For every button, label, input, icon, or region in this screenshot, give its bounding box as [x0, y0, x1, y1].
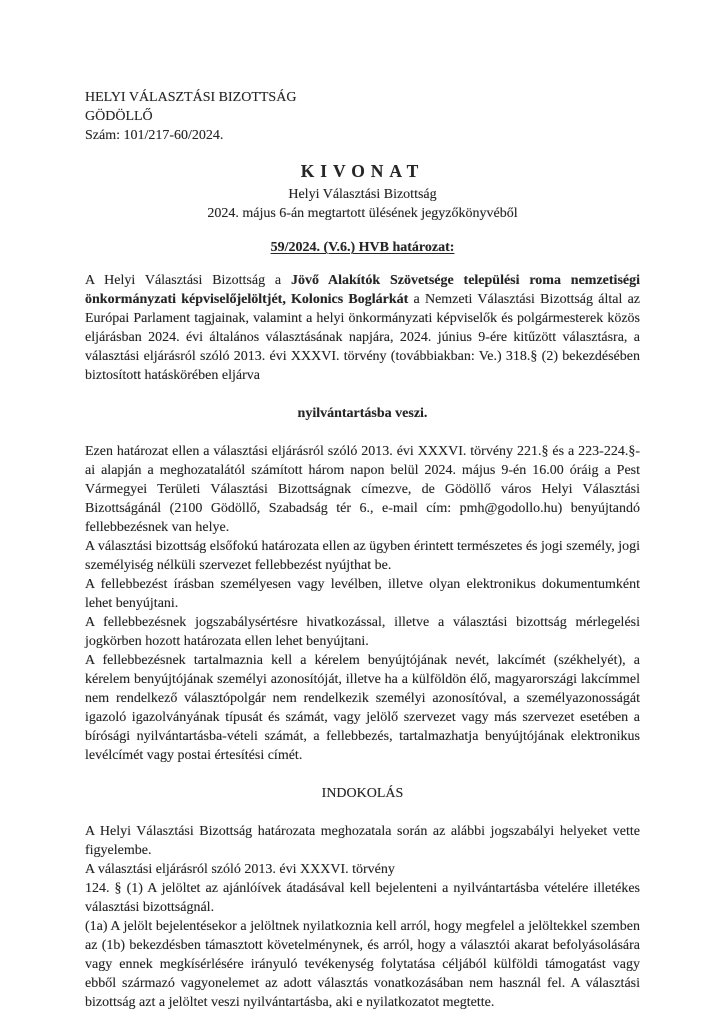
paragraph-appeal-content: A fellebbezésnek tartalmaznia kell a kérelem benyújtójának nevét, lakcímét (székhelyét), a kérelem benyújtójának személyi azonosítóját, illetve ha a külföldön élő, magyarországi lakcímmel nem rendelkező választópolgár nem rendelkezik személyi azonosítóval, a személyazonosságát igazoló igazolványának típusát és számát, vagy jelölő szervezet vagy más szervezet esetében a bírósági nyilvántartásba-vételi számát, a fellebbezés, tartalmazhatja benyújtójának elektronikus levélcímét vagy postai értesítési címét.: [85, 653, 640, 763]
candidate-organization-and-name: Jövő Alakítók Szövetsége települési roma nemzetiségi önkormányzati képviselőjelöltjét, Kolonics Boglárkát: [85, 273, 640, 307]
paragraph-decision: [85, 271, 640, 385]
decision-body: [85, 271, 640, 765]
issuer-city: GÖDÖLLŐ: [85, 109, 153, 124]
paragraph-section-124-1: 124. § (1) A jelöltet az ajánlóívek átadásával kell bejelenteni a nyilvántartásba vételére illetékes választási bizottságnál.: [85, 881, 640, 915]
title-subline-session: 2024. május 6-án megtartott ülésének jegyzőkönyvéből: [207, 206, 518, 221]
decision-heading: [85, 238, 640, 257]
title-block: [85, 160, 640, 223]
paragraph-section-124-1a: (1a) A jelölt bejelentésekor a jelöltnek nyilatkoznia kell arról, hogy megfelel a jelöltekkel szemben az (1b) bekezdésben támasztott követelménynek, és arról, hogy a választói akarat befolyásolására vagy ennek megkísérlésére irányuló tevékenység folytatása céljából külföldi támogatást vagy ebből származó vagyonelemet az adott választás vonatkozásában nem használ fel. A választási bizottság azt a jelöltet veszi nyilvántartásba, aki e nyilatkozatot megtette.: [85, 919, 640, 1010]
document-header: [85, 88, 640, 145]
title-subline-committee: Helyi Választási Bizottság: [288, 187, 437, 202]
paragraph-legal-places: A Helyi Választási Bizottság határozata meghozatala során az alábbi jogszabályi helyeket vette figyelembe.: [85, 824, 640, 858]
document-title: KIVONAT: [300, 161, 425, 181]
paragraph-appeal-form: A fellebbezést írásban személyesen vagy levélben, illetve olyan elektronikus dokumentumként lehet benyújtani.: [85, 577, 640, 611]
issuer-name: HELYI VÁLASZTÁSI BIZOTTSÁG: [85, 90, 297, 105]
decision-heading-text: 59/2024. (V.6.) HVB határozat:: [270, 240, 455, 255]
document-number: Szám: 101/217-60/2024.: [85, 128, 224, 143]
paragraph-appeal-grounds: A fellebbezésnek jogszabálysértésre hivatkozással, illetve a választási bizottság mérlegelési jogkörben hozott határozata ellen lehet benyújtani.: [85, 615, 640, 649]
paragraph-law-reference: A választási eljárásról szóló 2013. évi XXXVI. törvény: [85, 862, 395, 877]
decision-legal-basis-text: a Nemzeti Választási Bizottság által az Európai Parlament tagjainak, valamint a helyi önkormányzati képviselők és polgármesterek közös eljárásban 2024. évi általános választásának napjára, 2024. június 9-ére kitűzött választásra, a választási eljárásról szóló 2013. évi XXXVI. törvény (továbbiakban: Ve.) 318.§ (2) bekezdésében biztosított hatáskörében eljárva: [85, 292, 641, 383]
paragraph-appeal-deadline: Ezen határozat ellen a választási eljárásról szóló 2013. évi XXXVI. törvény 221.§ és a 223-224.§-ai alapján a meghozatalától számított három napon belül 2024. május 9-én 16.00 óráig a Pest Vármegyei Területi Választási Bizottságnak címezve, de Gödöllő város Helyi Választási Bizottságánál (2100 Gödöllő, Szabadság tér 6., e-mail cím: pmh@godollo.hu) benyújtandó fellebbezésnek van helye.: [85, 444, 640, 535]
operative-clause: nyilvántartásba veszi.: [297, 406, 428, 421]
paragraph-appeal-who: A választási bizottság elsőfokú határozata ellen az ügyben érintett természetes és jogi személy, jogi személyiség nélküli szervezet fellebbezést nyújthat be.: [85, 539, 641, 573]
decision-lead-text: A Helyi Választási Bizottság a: [85, 273, 291, 288]
justification-heading: INDOKOLÁS: [321, 786, 404, 801]
justification-body: [85, 822, 640, 1012]
